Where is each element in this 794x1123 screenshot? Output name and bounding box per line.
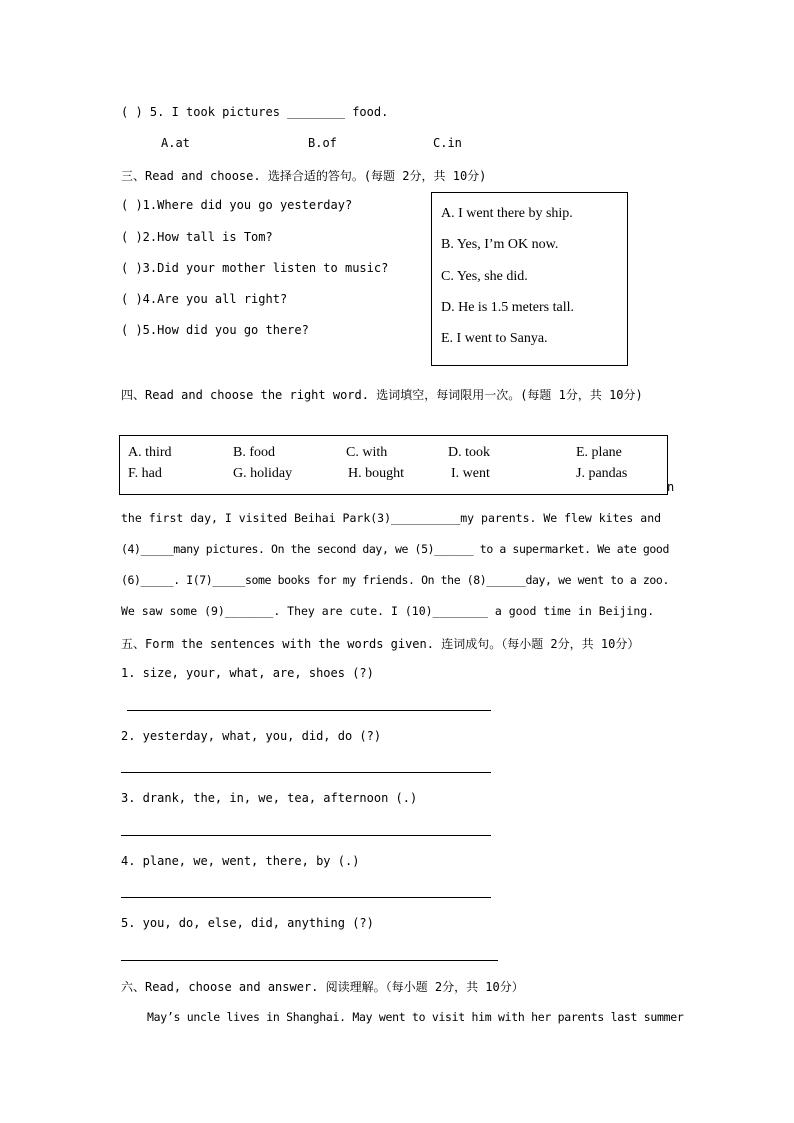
option-c: C.in — [433, 136, 462, 150]
option-a: A.at — [161, 136, 190, 150]
word-i: I. went — [451, 466, 490, 481]
overflow-letter: n — [667, 480, 675, 494]
s5-item-3: 3. drank, the, in, we, tea, afternoon (.) — [121, 791, 418, 805]
passage-line-4: We saw some (9)_______. They are cute. I (10)________ a good time in Beijing. — [121, 604, 655, 618]
word-g: G. holiday — [233, 466, 293, 481]
answer-c: C. Yes, she did. — [441, 269, 528, 284]
word-c: C. with — [346, 445, 388, 460]
s3-question-3: ( )3.Did your mother listen to music? — [121, 261, 389, 275]
s5-item-1: 1. size, your, what, are, shoes (?) — [121, 666, 374, 680]
section-4-heading: 四、Read and choose the right word. 选词填空，每词限用一次。(每题 1分，共 10分) — [121, 388, 643, 402]
word-h: H. bought — [348, 466, 404, 481]
answer-line-5[interactable] — [121, 960, 498, 961]
s5-item-5: 5. you, do, else, did, anything (?) — [121, 916, 374, 930]
answer-b: B. Yes, I’m OK now. — [441, 237, 559, 252]
answer-line-2[interactable] — [121, 772, 491, 773]
word-d: D. took — [448, 445, 490, 460]
answer-a: A. I went there by ship. — [441, 206, 573, 221]
section-3-heading: 三、Read and choose. 选择合适的答句。(每题 2分，共 10分) — [121, 169, 487, 183]
option-b: B.of — [308, 136, 337, 150]
word-a: A. third — [128, 445, 172, 460]
word-bank-box — [119, 435, 668, 495]
passage-line-3: (6)_____. I(7)_____some books for my friends. On the (8)______day, we went to a zoo. — [121, 573, 669, 587]
answer-d: D. He is 1.5 meters tall. — [441, 300, 574, 315]
section-6-heading: 六、Read, choose and answer. 阅读理解。（每小题 2分，共 10分） — [121, 980, 524, 994]
s3-question-1: ( )1.Where did you go yesterday? — [121, 198, 353, 212]
answer-line-1[interactable] — [127, 710, 491, 711]
s3-question-4: ( )4.Are you all right? — [121, 292, 288, 306]
reading-passage-line: May’s uncle lives in Shanghai. May went to visit him with her parents last summer — [147, 1010, 684, 1024]
s3-question-2: ( )2.How tall is Tom? — [121, 230, 273, 244]
s5-item-4: 4. plane, we, went, there, by (.) — [121, 854, 360, 868]
passage-line-2: (4)_____many pictures. On the second day, we (5)______ to a supermarket. We ate good — [121, 542, 669, 556]
word-e: E. plane — [576, 445, 622, 460]
answer-e: E. I went to Sanya. — [441, 331, 548, 346]
s5-item-2: 2. yesterday, what, you, did, do (?) — [121, 729, 382, 743]
word-f: F. had — [128, 466, 162, 481]
question-5-stem: ( ) 5. I took pictures ________ food. — [121, 105, 389, 119]
section-5-heading: 五、Form the sentences with the words given. 连词成句。（每小题 2分，共 10分） — [121, 637, 640, 651]
word-j: J. pandas — [576, 466, 628, 481]
answer-line-4[interactable] — [121, 897, 491, 898]
s3-question-5: ( )5.How did you go there? — [121, 323, 309, 337]
word-b: B. food — [233, 445, 275, 460]
passage-line-1: the first day, I visited Beihai Park(3)__________my parents. We flew kites and — [121, 511, 662, 525]
answer-line-3[interactable] — [121, 835, 491, 836]
